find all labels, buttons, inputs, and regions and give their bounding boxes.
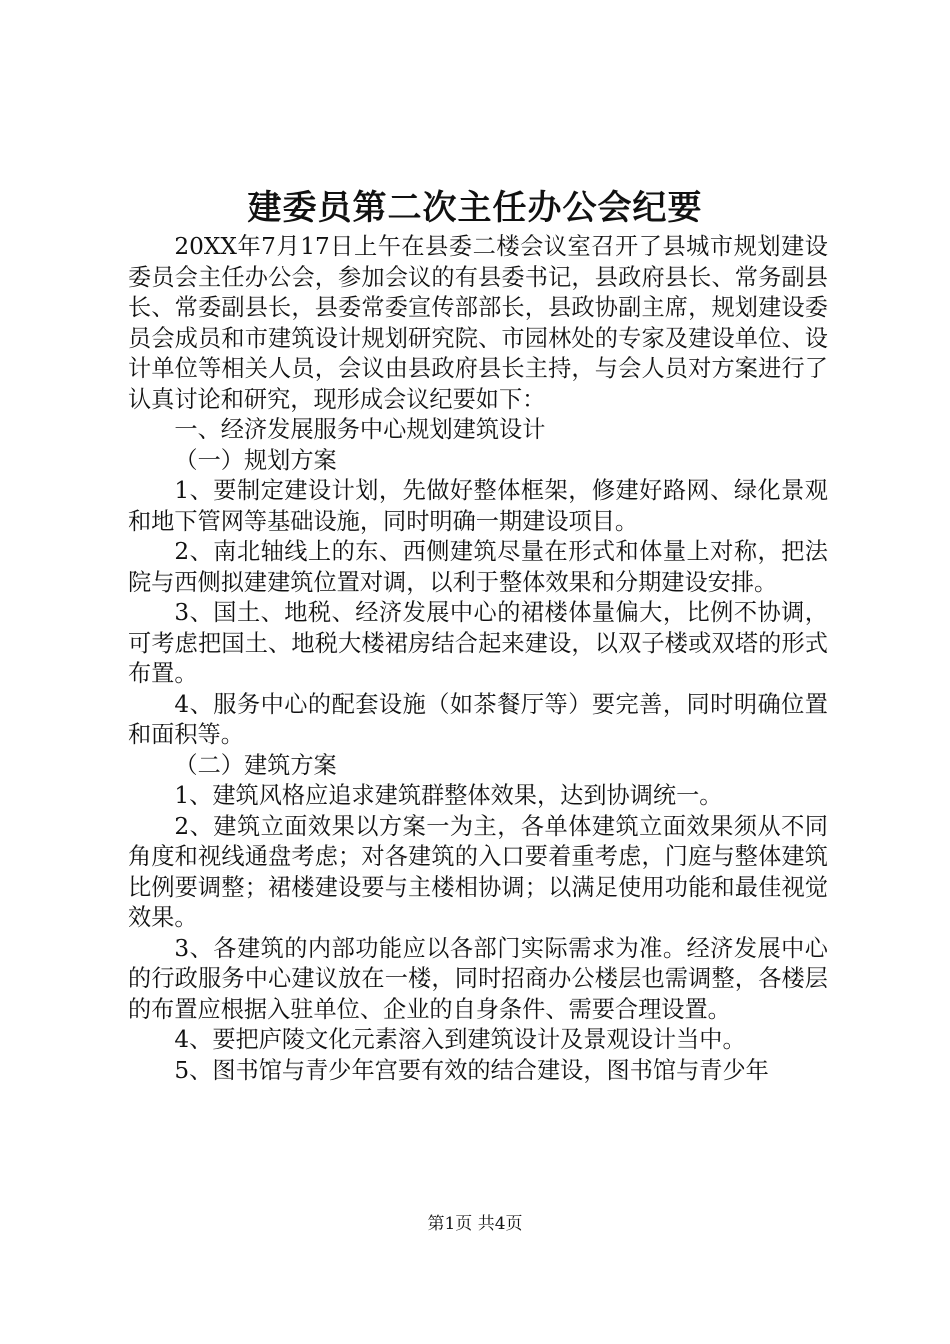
paragraph: 4、要把庐陵文化元素溶入到建筑设计及景观设计当中。 [174,1026,746,1053]
paragraph: 3、各建筑的内部功能应以各部门实际需求为准。经济发展中心的行政服务中心建议放在一楼，同时招商办公楼层也需调整，各楼层的布置应根据入驻单位、企业的自身条件、需要合理设置。 [128,934,828,1023]
paragraph: 4、服务中心的配套设施（如茶餐厅等）要完善，同时明确位置和面积等。 [128,690,828,748]
paragraph: 20XX年7月17日上午在县委二楼会议室召开了县城市规划建设委员会主任办公会，参加会议的有县委书记，县政府县长、常务副县长、常委副县长，县委常委宣传部部长，县政协副主席，规划建设委员会成员和市建筑设计规划研究院、市园林处的专家及建设单位、设计单位等相关人员，会议由县政府县长主持，与会人员对方案进行了认真讨论和研究，现形成会议纪要如下： [128,233,828,413]
subsection-heading: （二）建筑方案 [174,751,337,779]
section-heading: 一、经济发展服务中心规划建筑设计 [174,416,546,443]
page-number-footer: 第1页 共4页 [427,1214,523,1234]
document-body [128,232,828,1086]
paragraph: 2、建筑立面效果以方案一为主，各单体建筑立面效果须从不同角度和视线通盘考虑；对各建筑的入口要着重考虑，门庭与整体建筑比例要调整；裙楼建设要与主楼相协调；以满足使用功能和最佳视觉效果。 [128,812,828,931]
subsection-heading: （一）规划方案 [174,446,337,474]
paragraph: 3、国土、地税、经济发展中心的裙楼体量偏大，比例不协调，可考虑把国土、地税大楼裙房结合起来建设，以双子楼或双塔的形式布置。 [128,599,828,687]
paragraph: 2、南北轴线上的东、西侧建筑尽量在形式和体量上对称，把法院与西侧拟建建筑位置对调，以利于整体效果和分期建设安排。 [128,538,828,596]
paragraph: 5、图书馆与青少年宫要有效的结合建设，图书馆与青少年 [174,1056,769,1084]
document-title: 建委员第二次主任办公会纪要 [247,188,703,228]
paragraph: 1、建筑风格应追求建筑群整体效果，达到协调统一。 [174,782,723,809]
paragraph: 1、要制定建设计划，先做好整体框架，修建好路网、绿化景观和地下管网等基础设施，同时明确一期建设项目。 [128,477,828,535]
